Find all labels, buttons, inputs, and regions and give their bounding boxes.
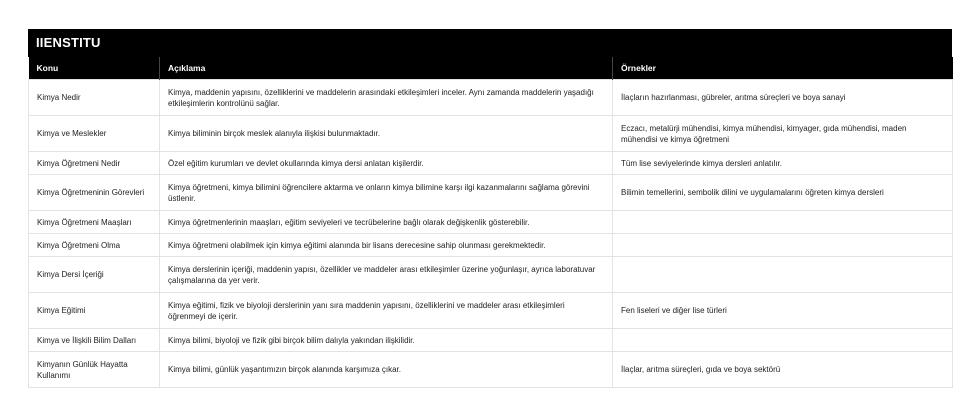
cell-ornekler: Fen liseleri ve diğer lise türleri [613, 293, 953, 329]
header-row [29, 57, 953, 80]
table-row [29, 152, 953, 175]
cell-aciklama: Kimya öğretmeni, kimya bilimini öğrencilere aktarma ve onların kimya bilimine karşı ilgi kazanmalarını sağlama görevini üstlenir. [160, 175, 613, 211]
cell-konu: Kimya Eğitimi [29, 293, 160, 329]
table-row [29, 211, 953, 234]
cell-konu: Kimya Öğretmeni Maaşları [29, 211, 160, 234]
header-konu: Konu [29, 57, 160, 80]
cell-ornekler [613, 234, 953, 257]
header-ornekler: Örnekler [613, 57, 953, 80]
cell-konu: Kimya Öğretmeni Nedir [29, 152, 160, 175]
cell-konu: Kimya Nedir [29, 80, 160, 116]
table-row [29, 293, 953, 329]
table-container [28, 29, 952, 388]
cell-aciklama: Kimya bilimi, biyoloji ve fizik gibi birçok bilim dalıyla yakından ilişkilidir. [160, 329, 613, 352]
cell-ornekler [613, 257, 953, 293]
data-table [28, 57, 953, 388]
cell-ornekler [613, 329, 953, 352]
cell-aciklama: Kimya öğretmenlerinin maaşları, eğitim seviyeleri ve tecrübelerine bağlı olarak değişkenlik gösterebilir. [160, 211, 613, 234]
cell-ornekler: Eczacı, metalürji mühendisi, kimya mühendisi, kimyager, gıda mühendisi, maden mühendisi ve kimya öğretmeni [613, 116, 953, 152]
table-row [29, 257, 953, 293]
cell-ornekler: İlaçlar, arıtma süreçleri, gıda ve boya sektörü [613, 352, 953, 388]
cell-konu: Kimya ve İlişkili Bilim Dalları [29, 329, 160, 352]
cell-aciklama: Kimya biliminin birçok meslek alanıyla ilişkisi bulunmaktadır. [160, 116, 613, 152]
table-row [29, 80, 953, 116]
cell-konu: Kimya Dersi İçeriği [29, 257, 160, 293]
header-aciklama: Açıklama [160, 57, 613, 80]
table-row [29, 175, 953, 211]
cell-konu: Kimya Öğretmeni Olma [29, 234, 160, 257]
cell-aciklama: Özel eğitim kurumları ve devlet okullarında kimya dersi anlatan kişilerdir. [160, 152, 613, 175]
cell-aciklama: Kimya eğitimi, fizik ve biyoloji derslerinin yanı sıra maddenin yapısını, özelliklerini ve maddeler arası etkileşimleri öğrenmeyi de içerir. [160, 293, 613, 329]
cell-ornekler: Bilimin temellerini, sembolik dilini ve uygulamalarını öğreten kimya dersleri [613, 175, 953, 211]
cell-ornekler: Tüm lise seviyelerinde kimya dersleri anlatılır. [613, 152, 953, 175]
cell-ornekler: İlaçların hazırlanması, gübreler, arıtma süreçleri ve boya sanayi [613, 80, 953, 116]
cell-aciklama: Kimya öğretmeni olabilmek için kimya eğitimi alanında bir lisans derecesine sahip olunması gerekmektedir. [160, 234, 613, 257]
cell-konu: Kimya ve Meslekler [29, 116, 160, 152]
table-row [29, 352, 953, 388]
cell-konu: Kimyanın Günlük Hayatta Kullanımı [29, 352, 160, 388]
cell-ornekler [613, 211, 953, 234]
table-row [29, 234, 953, 257]
table-row [29, 116, 953, 152]
table-row [29, 329, 953, 352]
cell-aciklama: Kimya, maddenin yapısını, özelliklerini ve maddelerin arasındaki etkileşimleri inceler. Aynı zamanda maddelerin yaşadığı etkileşimlerin kontrolünü sağlar. [160, 80, 613, 116]
cell-aciklama: Kimya derslerinin içeriği, maddenin yapısı, özellikler ve maddeler arası etkileşimler üzerine yoğunlaşır, ayrıca laboratuvar çalışmalarına da yer verir. [160, 257, 613, 293]
cell-aciklama: Kimya bilimi, günlük yaşantımızın birçok alanında karşımıza çıkar. [160, 352, 613, 388]
brand-title: IIENSTITU [28, 29, 952, 57]
cell-konu: Kimya Öğretmeninin Görevleri [29, 175, 160, 211]
